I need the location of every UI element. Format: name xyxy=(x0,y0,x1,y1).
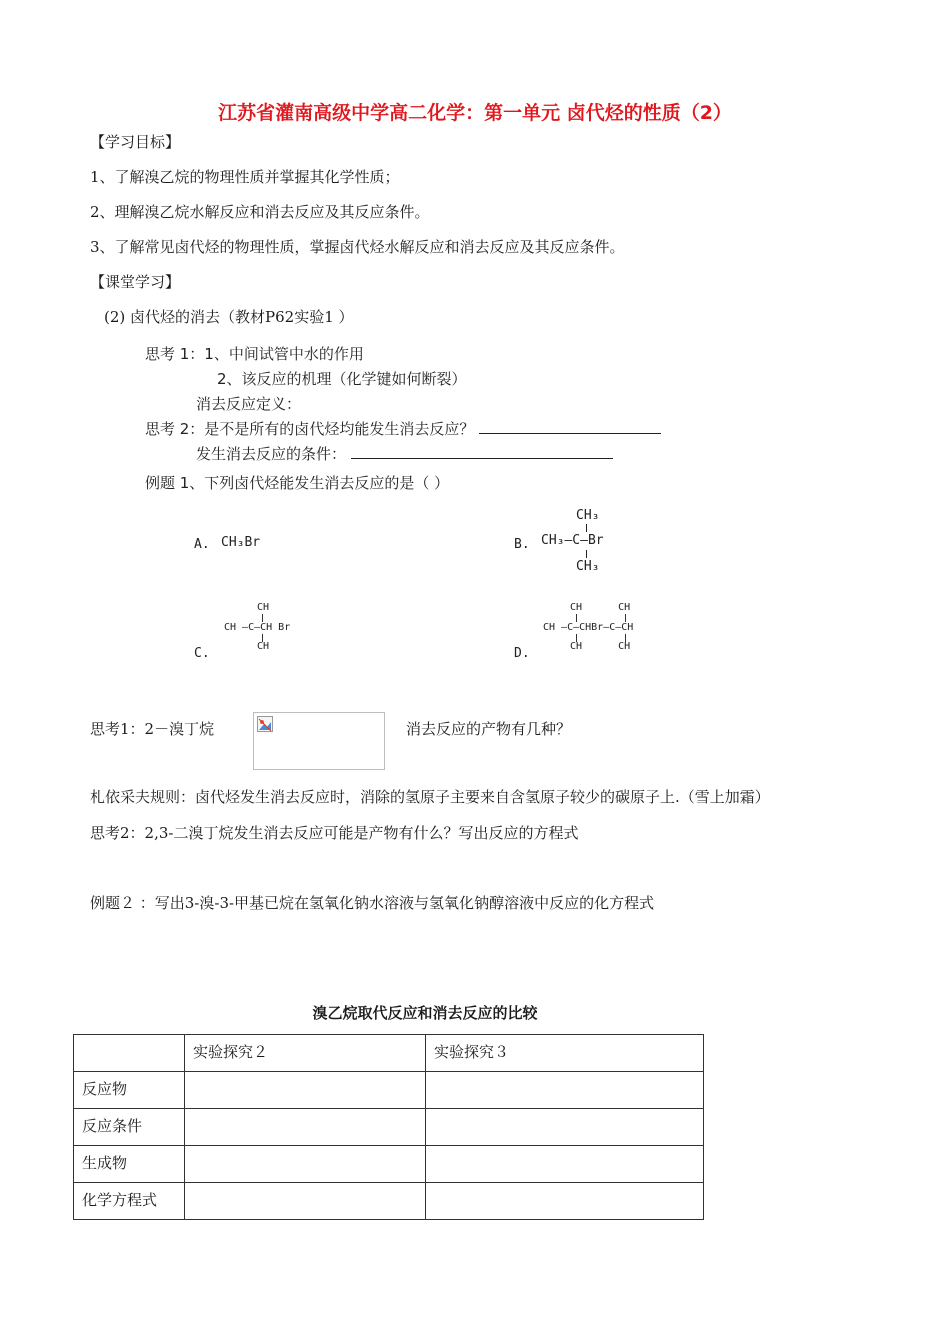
comparison-table xyxy=(73,1034,704,1220)
option-b-label: B. xyxy=(514,537,530,552)
example1-text: 例题 1、下列卤代烃能发生消去反应的是（ ） xyxy=(145,474,450,492)
option-b-bond-up xyxy=(586,524,587,532)
definition-line: 消去反应定义： xyxy=(196,395,302,413)
option-d-bond-up-2 xyxy=(625,614,626,622)
option-a-formula: CH₃Br xyxy=(221,535,261,550)
row-label: 生成物 xyxy=(74,1146,185,1183)
option-c-label: C. xyxy=(194,646,210,661)
think-q1-line1: 思考 1：1、中间试管中水的作用 xyxy=(145,345,364,363)
condition-blank[interactable] xyxy=(351,444,613,459)
table-cell[interactable] xyxy=(185,1183,426,1220)
option-d-bond-up-1 xyxy=(576,614,577,622)
option-c-bond-up xyxy=(262,614,263,622)
answer-blank[interactable] xyxy=(479,419,661,434)
table-cell[interactable] xyxy=(426,1146,704,1183)
option-c-mid: CH –C–CH Br xyxy=(224,622,291,633)
option-d-bottom: CH CH xyxy=(570,641,631,652)
goal-item-3: 3、了解常见卤代烃的物理性质，掌握卤代烃水解反应和消去反应及其反应条件。 xyxy=(90,238,625,256)
table-header-row xyxy=(74,1035,704,1072)
row-label: 化学方程式 xyxy=(74,1183,185,1220)
table-row xyxy=(74,1146,704,1183)
table-header-cell: 实验探究３ xyxy=(426,1035,704,1072)
row-label: 反应物 xyxy=(74,1072,185,1109)
zaitsev-rule: 札依采夫规则：卤代烃发生消去反应时，消除的氢原子主要来自含氢原子较少的碳原子上.（雪上加霜） xyxy=(90,788,770,806)
option-c-top: CH xyxy=(257,602,270,613)
class-study-heading: 【课堂学习】 xyxy=(90,273,181,291)
table-row xyxy=(74,1183,704,1220)
structure-image-placeholder xyxy=(253,712,385,770)
think1-left: 思考1：2－溴丁烷 xyxy=(90,720,215,738)
table-cell[interactable] xyxy=(185,1146,426,1183)
think2-text: 思考2：2,3-二溴丁烷发生消去反应可能是产物有什么？写出反应的方程式 xyxy=(90,824,579,842)
table-cell[interactable] xyxy=(185,1072,426,1109)
table-title: 溴乙烷取代反应和消去反应的比较 xyxy=(312,1004,538,1022)
option-b-bond-down xyxy=(586,550,587,558)
example2-text: 例题２ ：写出3-溴-3-甲基已烷在氢氧化钠水溶液与氢氧化钠醇溶液中反应的化方程式 xyxy=(90,894,655,912)
table-cell[interactable] xyxy=(426,1072,704,1109)
goals-heading: 【学习目标】 xyxy=(90,133,181,151)
condition-line xyxy=(196,443,613,464)
table-row xyxy=(74,1072,704,1109)
table-cell[interactable] xyxy=(185,1109,426,1146)
option-b-top: CH₃ xyxy=(576,508,600,523)
table-row xyxy=(74,1109,704,1146)
option-c-bottom: CH xyxy=(257,641,270,652)
option-a-label: A. xyxy=(194,537,210,552)
table-header-cell: 实验探究２ xyxy=(185,1035,426,1072)
table-header-cell xyxy=(74,1035,185,1072)
think-q1-line2: 2、该反应的机理（化学键如何断裂） xyxy=(217,370,467,388)
page-title: 江苏省灌南高级中学高二化学：第一单元 卤代烃的性质（2） xyxy=(218,102,732,124)
broken-image-icon xyxy=(257,716,273,732)
option-d-label: D. xyxy=(514,646,530,661)
think-q2-line xyxy=(145,418,661,439)
think1-right: 消去反应的产物有几种？ xyxy=(406,720,572,738)
row-label: 反应条件 xyxy=(74,1109,185,1146)
think-q2-text: 思考 2：是不是所有的卤代烃均能发生消去反应？ xyxy=(145,420,475,438)
condition-text: 发生消去反应的条件： xyxy=(196,445,347,463)
option-b-mid: CH₃–C–Br xyxy=(541,533,604,548)
table-cell[interactable] xyxy=(426,1183,704,1220)
option-b-bottom: CH₃ xyxy=(576,559,600,574)
table-cell[interactable] xyxy=(426,1109,704,1146)
goal-item-2: 2、理解溴乙烷水解反应和消去反应及其反应条件。 xyxy=(90,203,430,221)
option-d-top: CH CH xyxy=(570,602,631,613)
section-heading: (2) 卤代烃的消去（教材P62实验1 ） xyxy=(104,308,354,326)
option-d-mid: CH –C–CHBr–C–CH xyxy=(543,622,634,633)
goal-item-1: 1、了解溴乙烷的物理性质并掌握其化学性质； xyxy=(90,168,400,186)
